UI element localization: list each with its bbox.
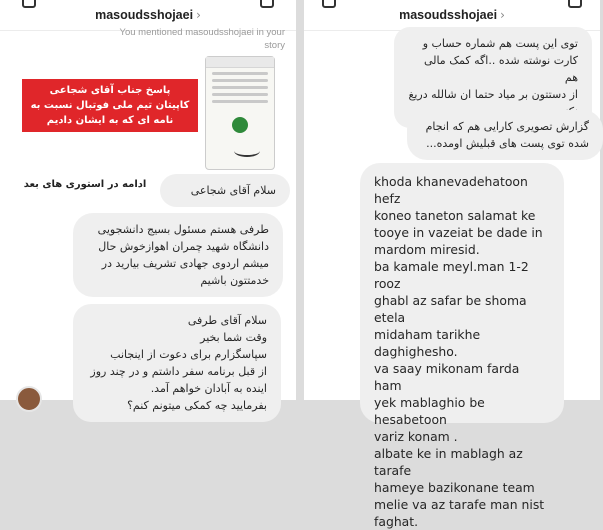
story-logo xyxy=(232,117,248,133)
story-text-line xyxy=(212,79,268,82)
avatar[interactable] xyxy=(16,386,42,412)
right-dm-screen xyxy=(304,0,600,529)
message-bubble: گزارش تصویری کارایی هم که انجام شده توی پست های قبلیش اومده... xyxy=(407,110,603,160)
chat-username[interactable]: masoudsshojaei xyxy=(399,8,498,22)
left-dm-screen xyxy=(0,0,296,412)
story-thumbnail[interactable] xyxy=(205,56,275,170)
story-text-line xyxy=(212,86,268,89)
chevron-right-icon[interactable]: › xyxy=(500,8,505,22)
top-right-corner-icon xyxy=(260,0,274,8)
top-left-corner-icon xyxy=(322,0,336,8)
story-text-line xyxy=(212,100,268,103)
message-bubble: سلام آقای شجاعی xyxy=(160,174,290,207)
story-mention-notice: You mentioned masoudsshojaei in your story xyxy=(119,27,285,51)
story-signature xyxy=(234,145,260,157)
chevron-right-icon[interactable]: › xyxy=(196,8,201,22)
chat-username[interactable]: masoudsshojaei xyxy=(95,8,194,22)
message-bubble: طرفی هستم مسئول بسیج دانشجویی دانشگاه شهید چمران اهوازخوش حال میشم اردوی جهادی تشریف بیارید در خدمتتون باشیم xyxy=(73,213,283,297)
story-text-line xyxy=(212,93,268,96)
story-thumbnail-header xyxy=(206,57,274,68)
story-text-line xyxy=(212,72,268,75)
top-left-corner-icon xyxy=(22,0,36,8)
story-caption: ادامه در استوری های بعد xyxy=(23,179,147,190)
message-bubble: سلام آقای طرفی وقت شما بخیر سپاسگزارم برای دعوت از اینجانب از قبل برنامه سفر داشتم و در چند روز اینده به آبادان خواهم آمد. بفرمایید چه کمکی میتونم کنم؟ xyxy=(73,304,281,422)
story-overlay-banner: پاسخ جناب آقای شجاعی کاپیتان تیم ملی فوتبال نسبت به نامه ای که به ایشان دادیم xyxy=(22,79,198,132)
message-bubble: توی این پست هم شماره حساب و کارت نوشته شده ..اگه کمک مالی هم از دستتون بر میاد حتما ان شالله دریغ xyxy=(394,27,592,128)
reply-message-bubble: khoda khanevadehatoon hefz koneo taneton salamat ke tooye in vazeiat be dade in mardom miresid. ba kamale meyl.man 1-2 rooz ghabl az safar be shoma etela midaham tarikhe daghighesho. va saay mikonam farda ham yek mablaghio be hesabetoon variz konam . albate ke in mablagh az tarafe hameye bazikonane team melie va az tarafe man nist faghat. xyxy=(360,163,564,423)
top-right-corner-icon xyxy=(568,0,582,8)
